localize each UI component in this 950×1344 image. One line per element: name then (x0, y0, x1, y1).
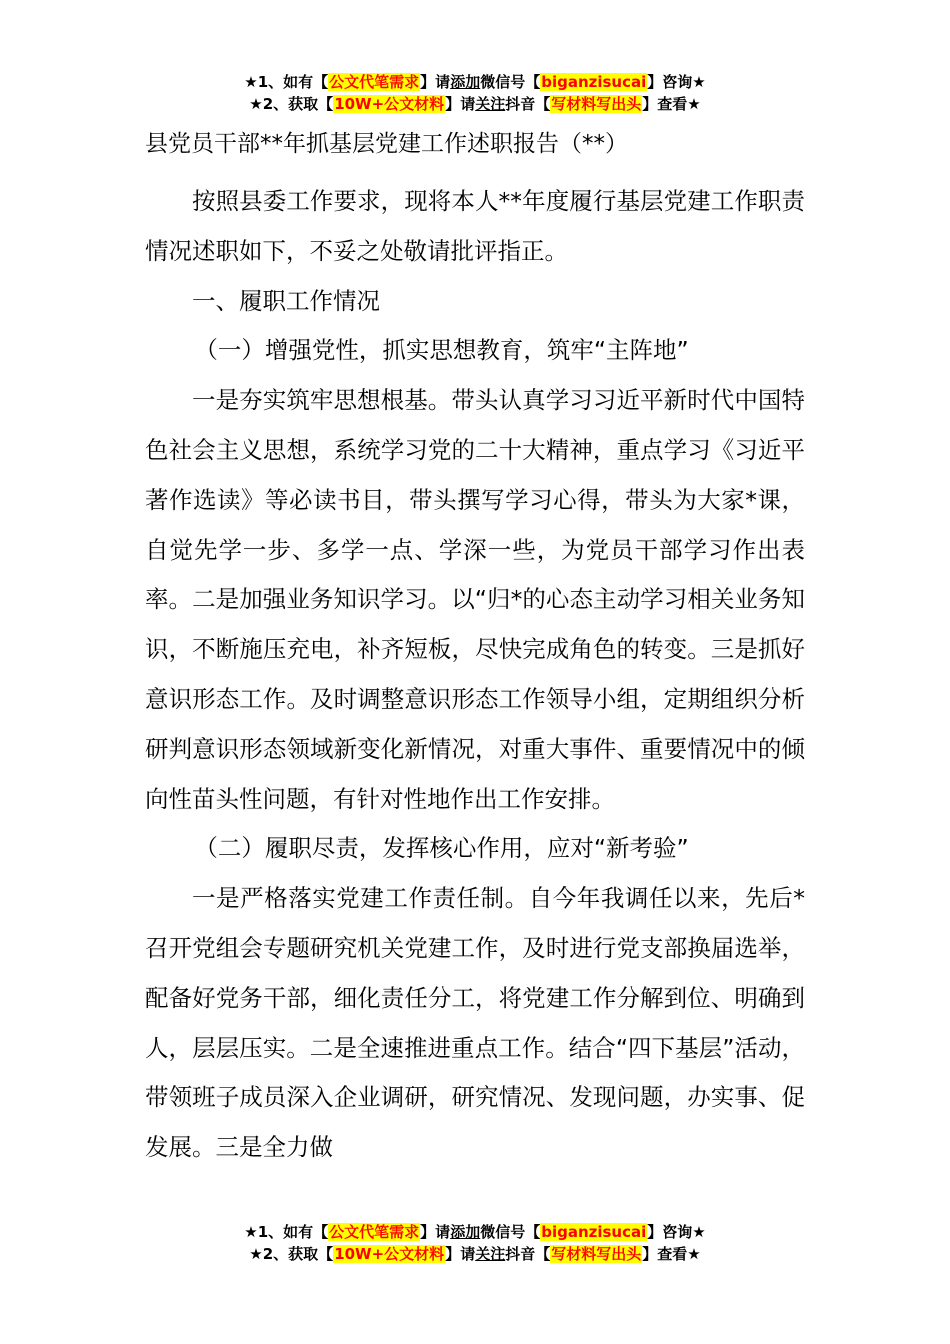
banner-text: 抖音【 (505, 1245, 551, 1263)
banner-text: ★2、获取【 (249, 1245, 334, 1263)
banner-highlight: 10W+公文材料 (334, 95, 445, 113)
document-body (145, 177, 805, 1173)
banner-text: 微信号【 (480, 73, 541, 91)
banner-text: 】请 (420, 73, 451, 91)
banner-highlight: 写材料写出头 (551, 1245, 642, 1263)
banner-text: 】咨询★ (647, 73, 706, 91)
section-heading: 一、履职工作情况 (192, 286, 380, 315)
banner-underlined-text: 添加 (450, 73, 481, 91)
banner-underlined-text: 关注 (475, 1245, 506, 1263)
banner-text: 】请 (445, 1245, 476, 1263)
body-paragraph: 一是严格落实党建工作责任制。自今年我调任以来，先后*召开党组会专题研究机关党建工作，及时进行党支部换届选举，配备好党务干部，细化责任分工，将党建工作分解到位、明确到人，层层压实。二是全速推进重点工作。结合“四下基层”活动，带领班子成员深入企业调研，研究情况、发现问题，办实事、促发展。三是全力做 (145, 884, 805, 1162)
document-title: 县党员干部**年抓基层党建工作述职报告（**） (145, 131, 628, 157)
banner-text: ★1、如有【 (244, 1223, 329, 1241)
footer-banner (0, 1222, 950, 1266)
banner-text: 】请 (445, 95, 476, 113)
banner-text: 】咨询★ (647, 1223, 706, 1241)
banner-text: ★1、如有【 (244, 73, 329, 91)
banner-text: ★2、获取【 (249, 95, 334, 113)
footer-banner-line-1 (0, 1222, 950, 1244)
body-paragraph: 一是夯实筑牢思想根基。带头认真学习习近平新时代中国特色社会主义思想，系统学习党的二十大精神，重点学习《习近平著作选读》等必读书目，带头撰写学习心得，带头为大家*课，自觉先学一步、多学一点、学深一些，为党员干部学习作出表率。二是加强业务知识学习。以“归*的心态主动学习相关业务知识，不断施压充电，补齐短板，尽快完成角色的转变。三是抓好意识形态工作。及时调整意识形态工作领导小组，定期组织分析研判意识形态领域新变化新情况，对重大事件、重要情况中的倾向性苗头性问题，有针对性地作出工作安排。 (145, 386, 805, 813)
footer-banner-line-2 (0, 1244, 950, 1266)
banner-highlight: 写材料写出头 (551, 95, 642, 113)
header-banner-line-2 (0, 94, 950, 116)
header-banner-line-1 (0, 72, 950, 94)
subsection-heading: （一）增强党性，抓实思想教育，筑牢“主阵地” (194, 336, 689, 365)
banner-highlight: 公文代笔需求 (329, 73, 420, 91)
banner-highlight: biganzisucai (541, 1223, 647, 1241)
header-banner (0, 72, 950, 116)
banner-text: 抖音【 (505, 95, 551, 113)
banner-highlight: 公文代笔需求 (329, 1223, 420, 1241)
intro-paragraph: 按照县委工作要求，现将本人**年度履行基层党建工作职责情况述职如下，不妥之处敬请批评指正。 (145, 187, 805, 265)
banner-highlight: biganzisucai (541, 73, 647, 91)
banner-text: 微信号【 (480, 1223, 541, 1241)
subsection-heading: （二）履职尽责，发挥核心作用，应对“新考验” (194, 834, 689, 863)
banner-text: 】请 (420, 1223, 451, 1241)
banner-highlight: 10W+公文材料 (334, 1245, 445, 1263)
banner-text: 】查看★ (642, 95, 701, 113)
banner-underlined-text: 添加 (450, 1223, 481, 1241)
banner-text: 】查看★ (642, 1245, 701, 1263)
banner-underlined-text: 关注 (475, 95, 506, 113)
